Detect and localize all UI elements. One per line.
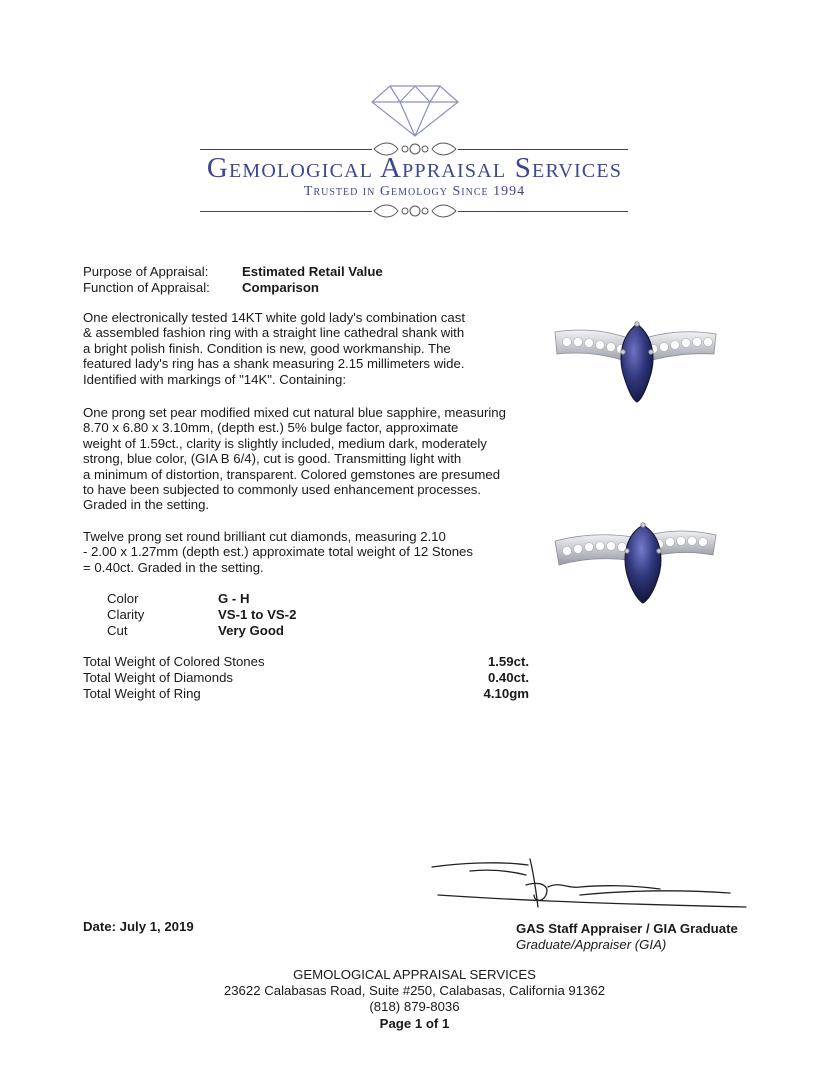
total-value-colored-stones: 1.59ct. xyxy=(487,654,529,669)
ring-photo-top-view xyxy=(553,318,718,404)
grade-value-color: G - H xyxy=(218,591,250,606)
header-rule-left xyxy=(200,149,372,150)
ornament-bottom-icon xyxy=(372,200,458,222)
company-name: Gemological Appraisal Services xyxy=(206,152,623,184)
sapphire-description xyxy=(83,405,533,513)
total-value-diamonds: 0.40ct. xyxy=(487,670,529,685)
sapphire-line: weight of 1.59ct., clarity is slightly included, medium dark, moderately xyxy=(83,435,487,451)
function-label: Function of Appraisal: xyxy=(83,280,210,295)
function-value: Comparison xyxy=(242,280,319,295)
purpose-value: Estimated Retail Value xyxy=(242,264,383,279)
footer-company: GEMOLOGICAL APPRAISAL SERVICES xyxy=(293,967,536,982)
diamonds-line: - 2.00 x 1.27mm (depth est.) approximate total weight of 12 Stones xyxy=(83,544,473,560)
appraiser-title: GAS Staff Appraiser / GIA Graduate xyxy=(516,921,738,936)
sapphire-line: One prong set pear modified mixed cut natural blue sapphire, measuring xyxy=(83,405,506,420)
grade-label-clarity: Clarity xyxy=(107,607,145,622)
ring-photo-angled-view xyxy=(553,521,718,607)
diamonds-line: Twelve prong set round brilliant cut diamonds, measuring 2.10 xyxy=(83,529,446,544)
grade-label-color: Color xyxy=(107,591,139,606)
total-label-colored-stones: Total Weight of Colored Stones xyxy=(83,654,265,669)
total-value-ring: 4.10gm xyxy=(483,686,529,701)
sapphire-line: 8.70 x 6.80 x 3.10mm, (depth est.) 5% bulge factor, approximate xyxy=(83,420,459,436)
header-rule-right xyxy=(458,149,628,150)
diamonds-line: = 0.40ct. Graded in the setting. xyxy=(83,559,264,575)
company-tagline: Trusted in Gemology Since 1994 xyxy=(303,184,526,199)
sapphire-line: to have been subjected to commonly used enhancement processes. xyxy=(83,482,482,498)
header-rule-bottom-left xyxy=(200,211,372,212)
sapphire-line: Graded in the setting. xyxy=(83,497,210,513)
total-label-diamonds: Total Weight of Diamonds xyxy=(83,670,234,685)
page-number: Page 1 of 1 xyxy=(379,1016,450,1031)
header-rule-bottom-right xyxy=(458,211,628,212)
grade-value-clarity: VS-1 to VS-2 xyxy=(218,607,297,622)
ring-description xyxy=(83,310,533,387)
diamonds-description xyxy=(83,529,533,575)
appraiser-subtitle: Graduate/Appraiser (GIA) xyxy=(516,937,667,952)
signature-image xyxy=(430,855,750,915)
purpose-label: Purpose of Appraisal: xyxy=(83,264,209,279)
sapphire-line: strong, blue color, (GIA B 6/4), cut is good. Transmitting light with xyxy=(83,451,462,467)
description-line: Identified with markings of "14K". Containing: xyxy=(83,371,346,387)
total-label-ring: Total Weight of Ring xyxy=(83,686,201,701)
description-line: a bright polish finish. Condition is new, good workmanship. The xyxy=(83,340,451,356)
description-line: & assembled fashion ring with a straight line cathedral shank with xyxy=(83,325,465,341)
diamond-logo-icon xyxy=(370,84,460,138)
description-line: One electronically tested 14KT white gold lady's combination cast xyxy=(83,310,465,325)
footer-address: 23622 Calabasas Road, Suite #250, Calabasas, California 91362 xyxy=(223,983,606,998)
appraisal-date: Date: July 1, 2019 xyxy=(83,919,194,934)
grade-value-cut: Very Good xyxy=(218,623,284,638)
grade-label-cut: Cut xyxy=(107,623,128,638)
footer-phone: (818) 879-8036 xyxy=(369,999,460,1014)
description-line: featured lady's ring has a shank measuring 2.15 millimeters wide. xyxy=(83,356,465,372)
sapphire-line: a minimum of distortion, transparent. Colored gemstones are presumed xyxy=(83,466,501,482)
